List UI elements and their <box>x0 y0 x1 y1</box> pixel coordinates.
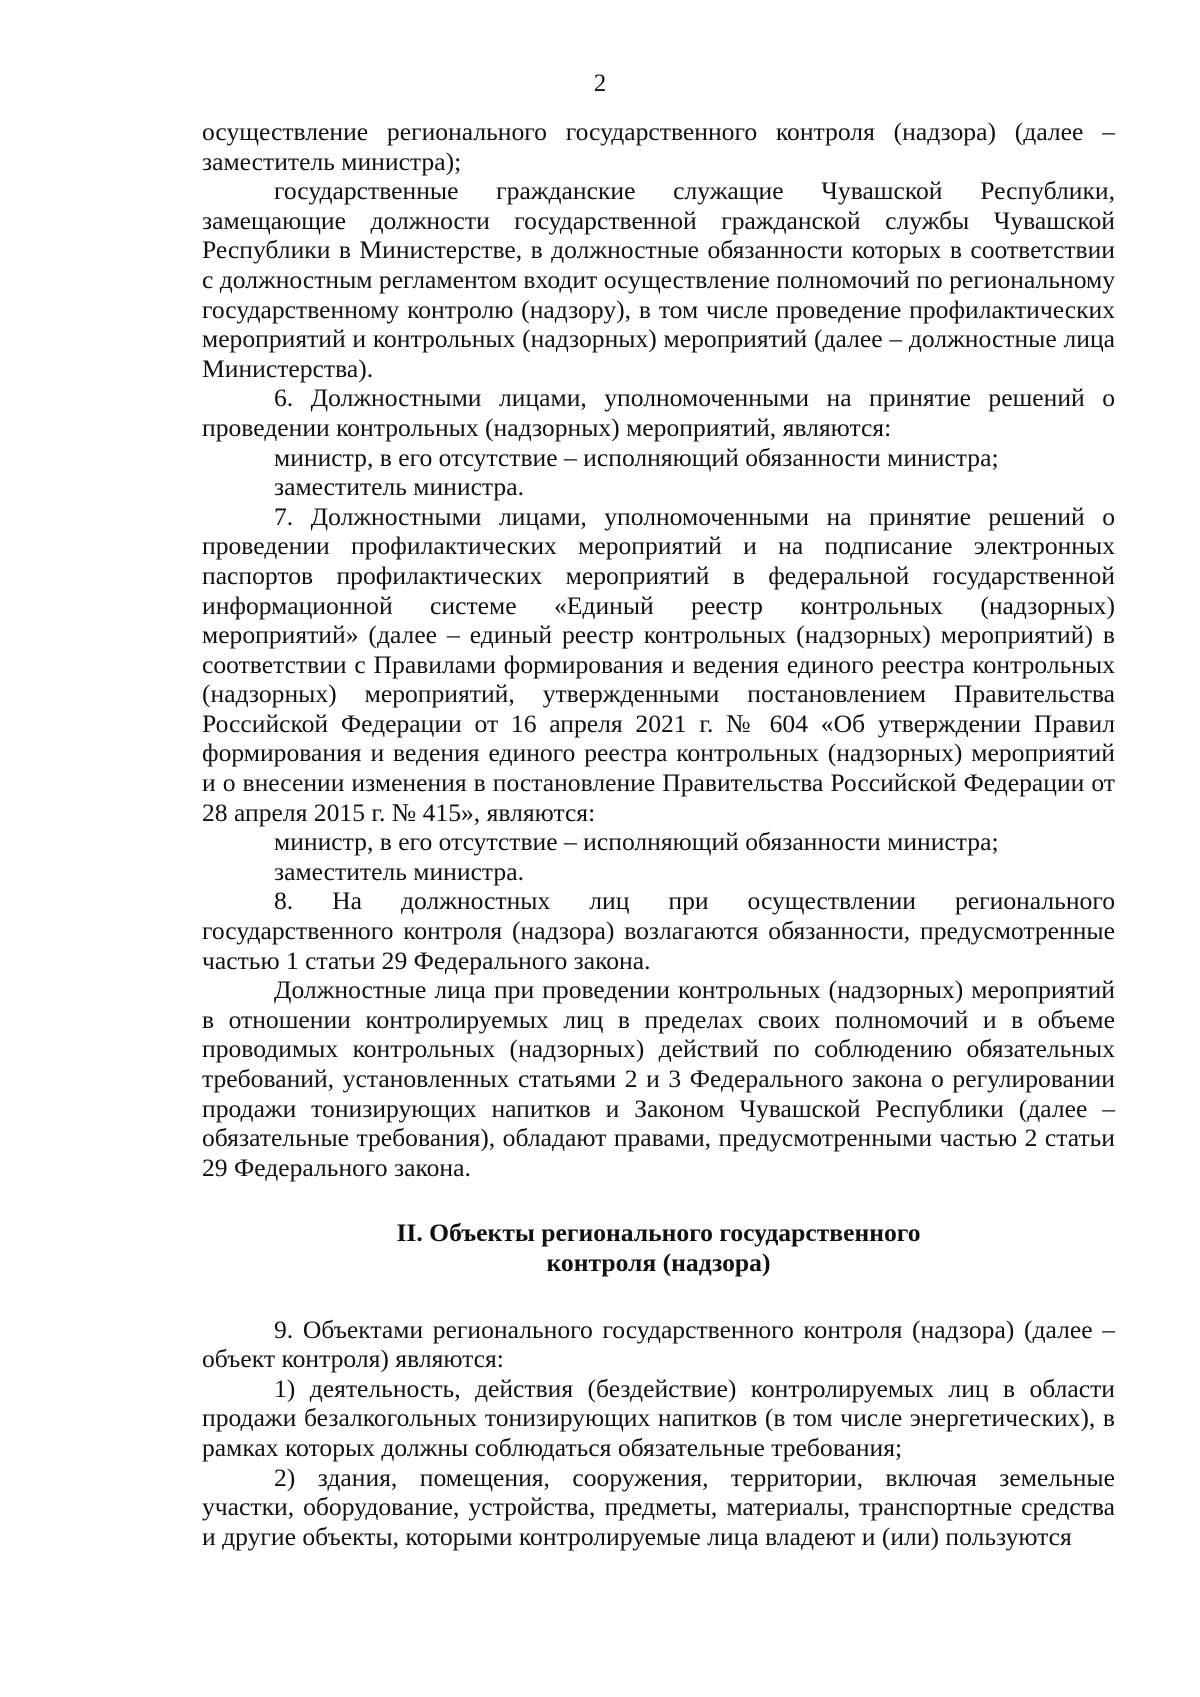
section-heading-line-2: контроля (надзора) <box>546 1247 771 1277</box>
paragraph: осуществление регионального государственного контроля (надзора) (далее – заместитель министра); <box>202 117 1115 176</box>
paragraph: 7. Должностными лицами, уполномоченными на принятие решений о проведении профилактических мероприятий и на подписание электронных паспортов профилактических мероприятий в федеральной государственной информационной системе «Единый реестр контрольных (надзорных) мероприятий» (далее – единый реестр контрольных (надзорных) мероприятий) в соответствии с Правилами формирования и ведения единого реестра контрольных (надзорных) мероприятий, утвержденными постановлением Правительства Российской Федерации от 16 апреля 2021 г. № 604 «Об утверждении Правил формирования и ведения единого реестра контрольных (надзорных) мероприятий и о внесении изменения в постановление Правительства Российской Федерации от 28 апреля 2015 г. № 415», являются: <box>202 501 1115 827</box>
paragraph: 2) здания, помещения, сооружения, территории, включая земельные участки, оборудование, устройства, предметы, материалы, транспортные средства и другие объекты, которыми контролируемые лица владеют и (или) пользуются <box>202 1462 1115 1551</box>
paragraph: государственные гражданские служащие Чувашской Республики, замещающие должности государственной гражданской службы Чувашской Республики в Министерстве, в должностные обязанности которых в соответствии с должностным регламентом входит осуществление полномочий по региональному государственному контролю (надзору), в том числе проведение профилактических мероприятий и контрольных (надзорных) мероприятий (далее – должностные лица Министерства). <box>202 176 1115 383</box>
paragraph: заместитель министра. <box>274 472 524 502</box>
paragraph: 1) деятельность, действия (бездействие) контролируемых лиц в области продажи безалкогольных тонизирующих напитков (в том числе энергетических), в рамках которых должны соблюдаться обязательные требования; <box>202 1373 1115 1462</box>
document-body <box>202 117 1115 1551</box>
paragraph: 8. На должностных лиц при осуществлении регионального государственного контроля (надзора) возлагаются обязанности, предусмотренные частью 1 статьи 29 Федерального закона. <box>202 886 1115 975</box>
paragraph: 9. Объектами регионального государственного контроля (надзора) (далее – объект контроля) являются: <box>202 1314 1115 1374</box>
section-heading <box>202 1218 1115 1277</box>
page-number: 2 <box>593 70 607 97</box>
paragraph: Должностные лица при проведении контрольных (надзорных) мероприятий в отношении контролируемых лиц в пределах своих полномочий и в объеме проводимых контрольных (надзорных) действий по соблюдению обязательных требований, установленных статьями 2 и 3 Федерального закона о регулировании продажи тонизирующих напитков и Законом Чувашской Республики (далее – обязательные требования), обладают правами, предусмотренными частью 2 статьи 29 Федерального закона. <box>202 975 1115 1182</box>
section-heading-line-1: II. Объекты регионального государственного <box>396 1218 921 1248</box>
paragraph: 6. Должностными лицами, уполномоченными на принятие решений о проведении контрольных (надзорных) мероприятий, являются: <box>202 383 1115 442</box>
paragraph-group-objects <box>202 1315 1115 1552</box>
paragraph: заместитель министра. <box>274 856 524 886</box>
paragraph: министр, в его отсутствие – исполняющий обязанности министра; <box>274 442 999 472</box>
paragraph: министр, в его отсутствие – исполняющий обязанности министра; <box>274 827 999 857</box>
paragraph-group-officials <box>202 117 1115 1182</box>
